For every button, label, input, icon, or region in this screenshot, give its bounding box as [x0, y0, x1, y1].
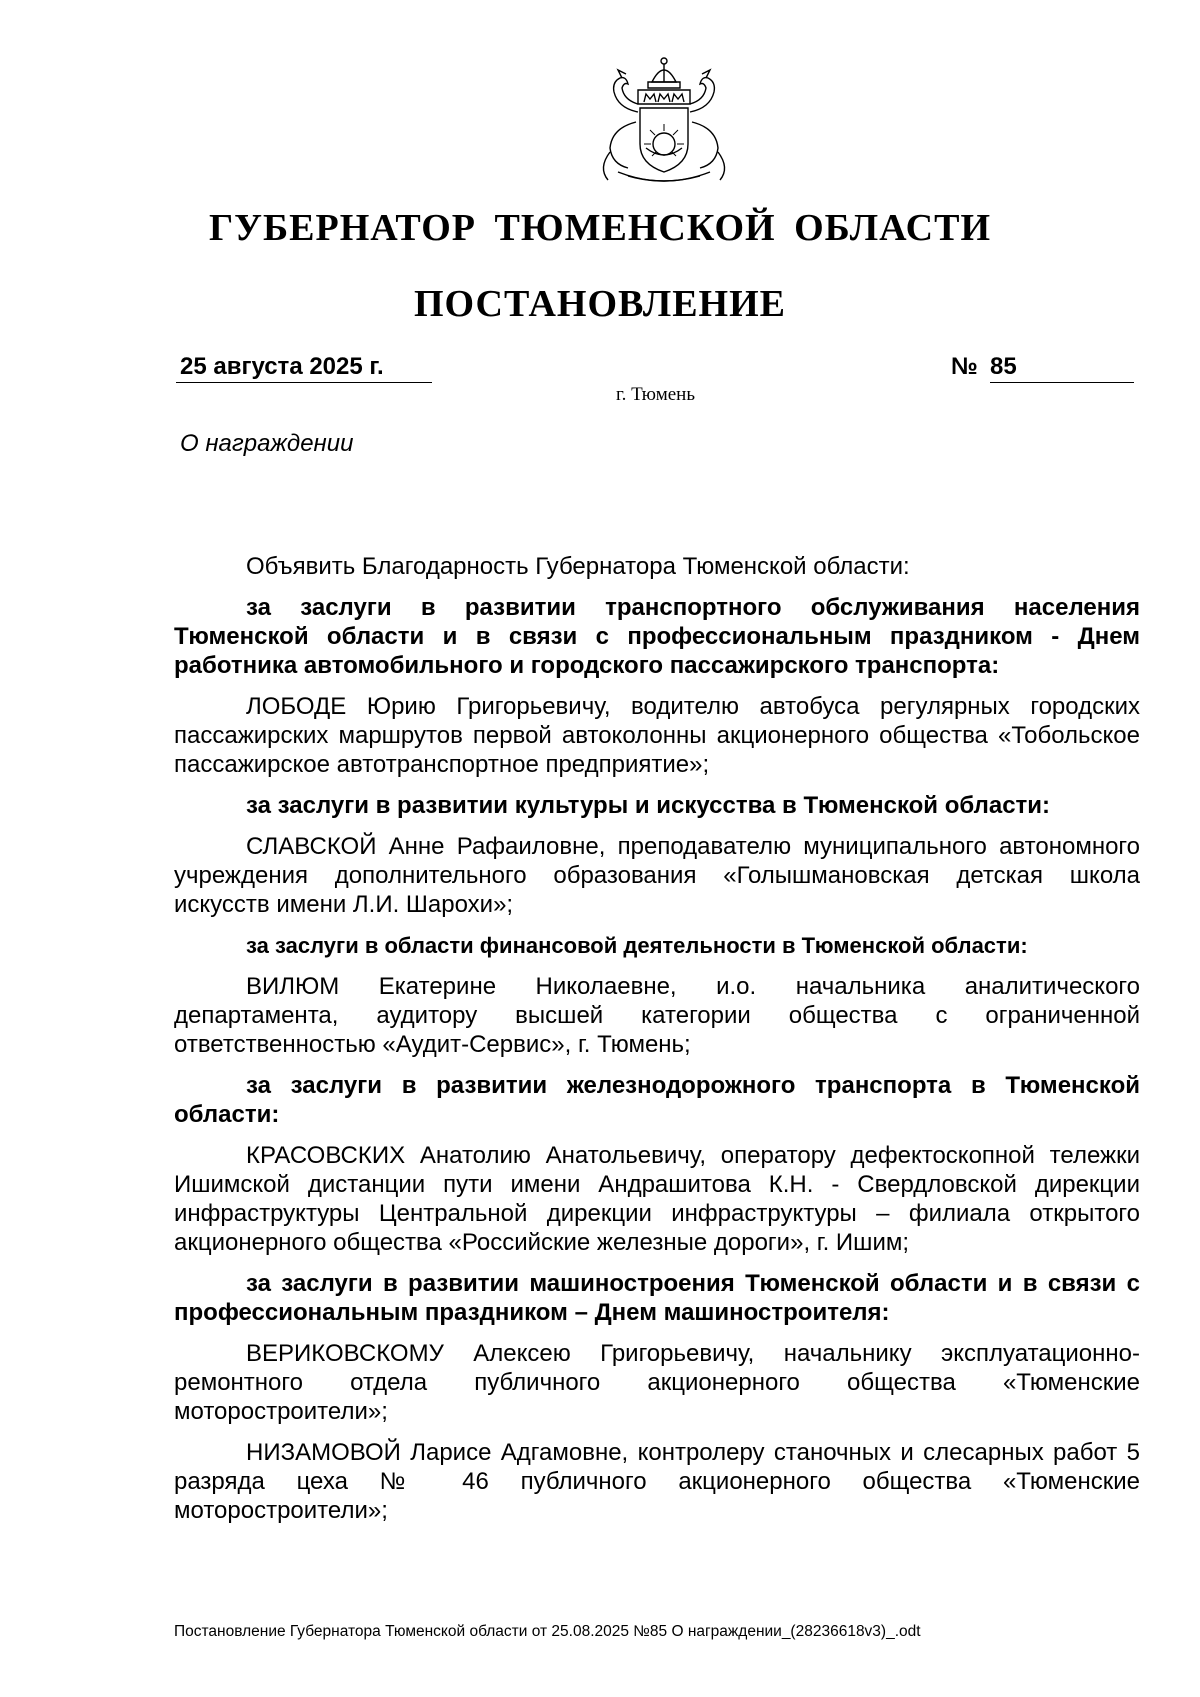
awardee-entry: ВЕРИКОВСКОМУ Алексею Григорьевичу, начальнику эксплуатационно-ремонтного отдела публичного акционерного общества «Тюменские моторостроители»; — [174, 1340, 1140, 1425]
awardee-entry: ВИЛЮМ Екатерине Николаевне, и.о. начальника аналитического департамента, аудитору высшей категории общества с ограниченной ответственностью «Аудит-Сервис», г. Тюмень; — [174, 973, 1140, 1058]
awardee-entry: СЛАВСКОЙ Анне Рафаиловне, преподавателю муниципального автономного учреждения дополнительного образования «Голышмановская детская школа искусств имени Л.И. Шарохи»; — [174, 833, 1140, 918]
award-reason: за заслуги в развитии транспортного обслуживания населения Тюменской области и в связи с профессиональным праздником - Днем работника автомобильного и городского пассажирского транспорта: — [174, 594, 1140, 679]
document-footer: Постановление Губернатора Тюменской области от 25.08.2025 №85 О награждении_(28236618v3)_.odt — [174, 1623, 921, 1640]
document-subject: О награждении — [180, 430, 354, 457]
paragraph-intro: Объявить Благодарность Губернатора Тюменской области: — [246, 553, 910, 580]
coat-of-arms-emblem — [588, 52, 740, 190]
document-type: ПОСТАНОВЛЕНИЕ — [413, 283, 787, 325]
award-reason: за заслуги в развитии культуры и искусства в Тюменской области: — [246, 792, 1051, 819]
awardee-entry: КРАСОВСКИХ Анатолию Анатольевичу, оператору дефектоскопной тележки Ишимской дистанции пути имени Андрашитова К.Н. - Свердловской дирекции инфраструктуры Центральной дирекции инфраструктуры – филиала открытого акционерного общества «Российские железные дороги», г. Ишим; — [174, 1142, 1140, 1256]
authority-title: ГУБЕРНАТОР ТЮМЕНСКОЙ ОБЛАСТИ — [208, 207, 992, 249]
awardee-entry: НИЗАМОВОЙ Ларисе Адгамовне, контролеру станочных и слесарных работ 5 разряда цеха № 46 публичного акционерного общества «Тюменские моторостроители»; — [174, 1439, 1140, 1524]
document-body — [174, 552, 1140, 1537]
award-reason: за заслуги в развитии железнодорожного транспорта в Тюменской области: — [174, 1072, 1140, 1128]
document-city: г. Тюмень — [615, 384, 696, 405]
award-reason: за заслуги в развитии машиностроения Тюменской области и в связи с профессиональным праздником – Днем машиностроителя: — [174, 1270, 1140, 1326]
award-reason: за заслуги в области финансовой деятельности в Тюменской области: — [246, 933, 1028, 958]
document-number: 85 — [990, 352, 1134, 383]
awardee-entry: ЛОБОДЕ Юрию Григорьевичу, водителю автобуса регулярных городских пассажирских маршрутов первой автоколонны акционерного общества «Тобольское пассажирское автотранспортное предприятие»; — [174, 693, 1140, 778]
document-date: 25 августа 2025 г. — [176, 352, 432, 383]
document-number-label: № — [951, 353, 978, 380]
